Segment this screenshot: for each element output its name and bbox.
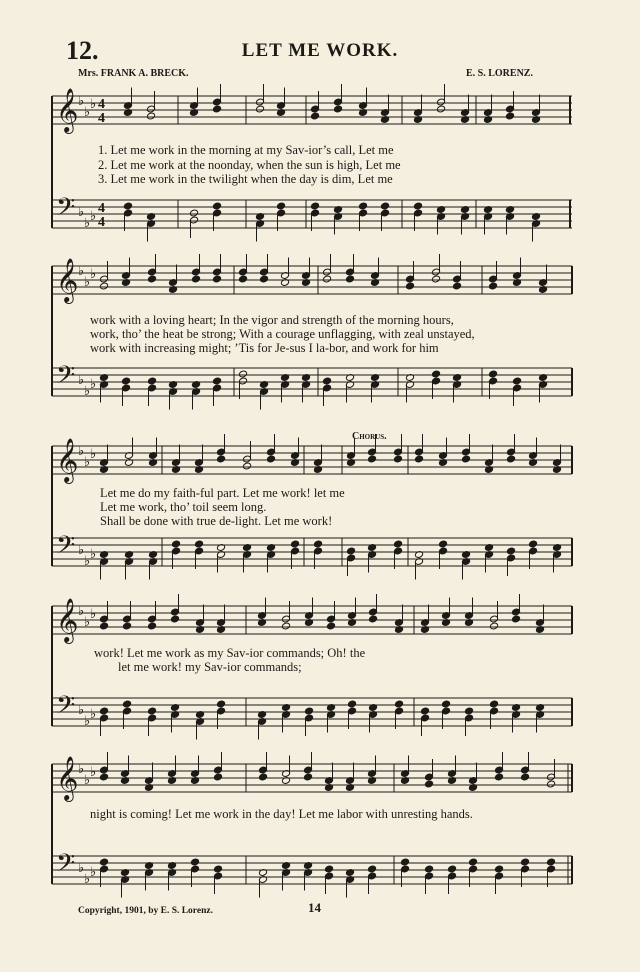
time-signature: 4	[98, 97, 105, 112]
note-head	[358, 202, 367, 210]
flat-sign: ♭	[90, 865, 97, 880]
note-head	[438, 540, 447, 548]
note-head	[380, 202, 389, 210]
flat-sign: ♭	[78, 94, 85, 109]
note-head	[394, 700, 403, 708]
note-head	[464, 707, 473, 715]
note-head	[189, 209, 198, 217]
treble-clef: 𝄞	[56, 598, 79, 642]
chorus-label: Chorus.	[352, 431, 387, 442]
note-head	[147, 707, 156, 715]
lyric-verse-1-line-3: Let me do my faith-ful part. Let me work! let me	[100, 486, 345, 500]
note-head	[506, 455, 515, 463]
lyric-verse-3-line-1: 3. Let me work in the twilight when the day is dim, Let me	[98, 172, 393, 186]
flat-sign: ♭	[84, 554, 91, 569]
hymn-number: 12.	[66, 36, 99, 65]
note-head	[431, 370, 440, 378]
note-head	[212, 202, 221, 210]
flat-sign: ♭	[78, 861, 85, 876]
time-signature: 4	[98, 215, 105, 230]
note-head	[147, 275, 156, 283]
flat-sign: ♭	[90, 97, 97, 112]
note-head	[146, 112, 155, 120]
note-head	[99, 282, 108, 290]
flat-sign: ♭	[84, 714, 91, 729]
note-head	[326, 622, 335, 630]
hymn-title: LET ME WORK.	[241, 40, 399, 61]
flat-sign: ♭	[84, 455, 91, 470]
note-head	[170, 615, 179, 623]
note-head	[511, 615, 520, 623]
treble-clef: 𝄞	[56, 258, 79, 302]
note-head	[238, 370, 247, 378]
note-head	[303, 773, 312, 781]
note-head	[367, 865, 376, 873]
note-head	[346, 547, 355, 555]
flat-sign: ♭	[84, 275, 91, 290]
flat-sign: ♭	[78, 543, 85, 558]
note-head	[313, 540, 322, 548]
lyric-verse-2-line-2: work, tho’ the heat be strong; With a courage unflagging, with zeal unstayed,	[90, 327, 475, 341]
note-head	[520, 858, 529, 866]
note-head	[213, 773, 222, 781]
treble-clef: 𝄞	[56, 756, 79, 800]
bass-clef: 𝄢	[56, 691, 76, 726]
note-head	[488, 282, 497, 290]
note-head	[216, 455, 225, 463]
note-head	[367, 455, 376, 463]
flat-sign: ♭	[90, 377, 97, 392]
note-head	[520, 773, 529, 781]
lyric-verse-1-line-2: work with a loving heart; In the vigor and strength of the morning hours,	[90, 313, 454, 327]
note-head	[413, 202, 422, 210]
note-head	[212, 377, 221, 385]
note-head	[468, 858, 477, 866]
note-head	[441, 700, 450, 708]
bass-clef: 𝄢	[56, 531, 76, 566]
lyric-chorus-line-1: work! Let me work as my Sav-ior commands; Oh! the	[94, 646, 366, 660]
note-head	[310, 202, 319, 210]
note-head	[123, 202, 132, 210]
treble-clef: 𝄞	[56, 438, 79, 482]
note-head	[194, 540, 203, 548]
note-head	[121, 377, 130, 385]
note-head	[147, 377, 156, 385]
note-head	[324, 865, 333, 873]
note-head	[393, 540, 402, 548]
flat-sign: ♭	[90, 707, 97, 722]
flat-sign: ♭	[78, 373, 85, 388]
flat-sign: ♭	[84, 872, 91, 887]
flat-sign: ♭	[84, 615, 91, 630]
flat-sign: ♭	[90, 607, 97, 622]
bass-clef: 𝄢	[56, 849, 76, 884]
note-head	[99, 773, 108, 781]
lyric-verse-2-line-3: Let me work, tho’ toil seem long.	[100, 500, 267, 514]
flat-sign: ♭	[84, 105, 91, 120]
note-head	[489, 700, 498, 708]
flat-sign: ♭	[90, 209, 97, 224]
note-head	[393, 455, 402, 463]
note-head	[258, 773, 267, 781]
note-head	[424, 865, 433, 873]
lyric-verse-3-line-2: work with increasing might; ’Tis for Je-sus I la-bor, and work for him	[90, 341, 439, 355]
note-head	[489, 622, 498, 630]
note-head	[122, 622, 131, 630]
time-signature: 4	[98, 111, 105, 126]
note-head	[212, 275, 221, 283]
note-head	[505, 112, 514, 120]
note-head	[190, 858, 199, 866]
note-head	[368, 615, 377, 623]
flat-sign: ♭	[84, 773, 91, 788]
note-head	[259, 275, 268, 283]
note-head	[322, 377, 331, 385]
note-head	[171, 540, 180, 548]
note-head	[281, 622, 290, 630]
note-head	[347, 700, 356, 708]
bass-clef: 𝄢	[56, 361, 76, 396]
note-head	[191, 275, 200, 283]
note-head	[310, 112, 319, 120]
note-head	[461, 455, 470, 463]
note-head	[212, 105, 221, 113]
note-head	[242, 462, 251, 470]
note-head	[122, 700, 131, 708]
flat-sign: ♭	[90, 447, 97, 462]
lyric-chorus-line-3: night is coming! Let me work in the day! Let me labor with unresting hands.	[90, 807, 473, 821]
note-head	[494, 865, 503, 873]
flat-sign: ♭	[84, 216, 91, 231]
flat-sign: ♭	[90, 547, 97, 562]
flat-sign: ♭	[90, 267, 97, 282]
page-number: 14	[308, 900, 321, 915]
flat-sign: ♭	[90, 765, 97, 780]
note-head	[512, 377, 521, 385]
lyricist-credit: Mrs. FRANK A. BRECK.	[78, 68, 189, 79]
lyric-verse-1-line-1: 1. Let me work in the morning at my Sav-ior’s call, Let me	[98, 143, 394, 157]
note-head	[213, 865, 222, 873]
note-head	[494, 773, 503, 781]
note-head	[333, 105, 342, 113]
note-head	[255, 105, 264, 113]
note-head	[345, 275, 354, 283]
note-head	[405, 282, 414, 290]
flat-sign: ♭	[78, 762, 85, 777]
flat-sign: ♭	[78, 604, 85, 619]
note-head	[447, 865, 456, 873]
note-head	[431, 275, 440, 283]
note-head	[528, 540, 537, 548]
note-head	[147, 622, 156, 630]
note-head	[414, 455, 423, 463]
composer-credit: E. S. LORENZ.	[466, 68, 533, 79]
note-head	[99, 622, 108, 630]
lyric-chorus-line-2: let me work! my Sav-ior commands;	[118, 660, 302, 674]
flat-sign: ♭	[78, 205, 85, 220]
flat-sign: ♭	[84, 384, 91, 399]
note-head	[506, 547, 515, 555]
bass-clef: 𝄢	[56, 193, 76, 228]
flat-sign: ♭	[78, 444, 85, 459]
note-head	[452, 282, 461, 290]
flat-sign: ♭	[78, 703, 85, 718]
note-head	[546, 780, 555, 788]
lyric-verse-3-line-3: Shall be done with true de-light. Let me work!	[100, 514, 333, 528]
note-head	[276, 202, 285, 210]
copyright-notice: Copyright, 1901, by E. S. Lorenz.	[78, 906, 213, 916]
note-head	[99, 707, 108, 715]
note-head	[266, 455, 275, 463]
lyric-verse-2-line-1: 2. Let me work at the noonday, when the sun is high, Let me	[98, 158, 401, 172]
note-head	[304, 707, 313, 715]
note-head	[290, 540, 299, 548]
flat-sign: ♭	[78, 264, 85, 279]
note-head	[436, 105, 445, 113]
note-head	[99, 858, 108, 866]
note-head	[424, 780, 433, 788]
note-head	[546, 858, 555, 866]
treble-clef: 𝄞	[56, 88, 79, 132]
note-head	[420, 707, 429, 715]
note-head	[216, 700, 225, 708]
time-signature: 4	[98, 201, 105, 216]
note-head	[238, 275, 247, 283]
note-head	[322, 275, 331, 283]
note-head	[400, 858, 409, 866]
note-head	[488, 370, 497, 378]
